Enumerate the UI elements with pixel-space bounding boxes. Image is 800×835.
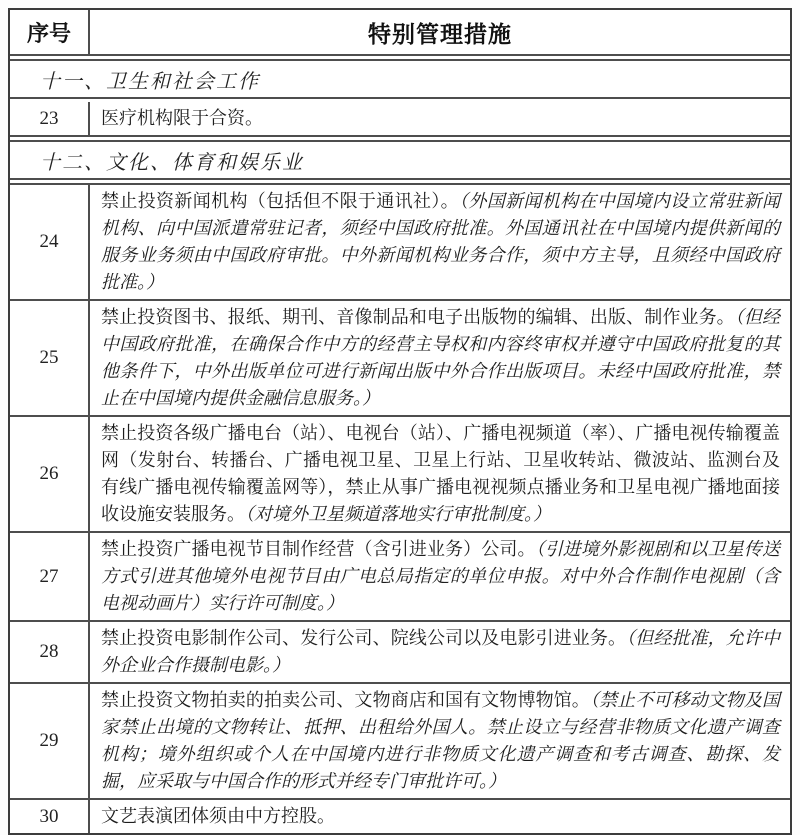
item-number: 26 <box>10 417 90 531</box>
measure-text: 禁止投资新闻机构（包括但不限于通讯社）。 <box>101 191 460 211</box>
item-rows-group <box>10 183 790 833</box>
item-text <box>90 102 790 135</box>
item-number: 24 <box>10 185 90 299</box>
item-text <box>90 185 790 299</box>
table-row <box>10 417 790 533</box>
item-text <box>90 417 790 531</box>
item-number: 28 <box>10 622 90 682</box>
measure-text: 医疗机构限于合资。 <box>101 108 263 128</box>
measure-note: （禁止不可移动文物及国家禁止出境的文物转让、抵押、出租给外国人。禁止设立与经营非物质文化遗产调查机构；境外组织或个人在中国境内进行非物质文化遗产调查和考古调查、勘探、发掘，应采取与中国合作的形式并经专门审批许可。） <box>101 690 781 791</box>
item-text <box>90 301 790 415</box>
table-row <box>10 533 790 622</box>
table-header-row <box>10 10 790 56</box>
table-row <box>10 102 790 137</box>
measure-text: 禁止投资各级广播电台（站）、电视台（站）、广播电视频道（率）、广播电视传输覆盖网（发射台、转播台、广播电视卫星、卫星上行站、卫星收转站、微波站、监测台及有线广播电视传输覆盖网等），禁止从事广播电视视频点播业务和卫星电视广播地面接收设施安装服务。 <box>101 423 780 524</box>
serial-column-header: 序号 <box>10 10 90 54</box>
measure-text: 禁止投资电影制作公司、发行公司、院线公司以及电影引进业务。 <box>101 628 627 648</box>
table-row <box>10 800 790 833</box>
table-row <box>10 622 790 684</box>
item-number: 30 <box>10 800 90 833</box>
table-row <box>10 185 790 301</box>
measure-text: 禁止投资图书、报纸、期刊、音像制品和电子出版物的编辑、出版、制作业务。 <box>101 307 735 327</box>
item-text <box>90 684 790 798</box>
section-row-culture-sports-entertainment: 十二、文化、体育和娱乐业 <box>10 140 790 180</box>
measure-note: （外国新闻机构在中国境内设立常驻新闻机构、向中国派遣常驻记者，须经中国政府批准。外国通讯社在中国境内提供新闻的服务业务须由中国政府审批。中外新闻机构业务合作，须中方主导，且须经中国政府批准。） <box>101 191 781 292</box>
item-number: 23 <box>10 102 90 135</box>
measure-note: （但经批准，允许中外企业合作摄制电影。） <box>101 628 781 675</box>
item-number: 27 <box>10 533 90 620</box>
measure-text: 文艺表演团体须由中方控股。 <box>101 806 335 826</box>
section-row-health-social-work: 十一、卫生和社会工作 <box>10 59 790 99</box>
measure-text: 禁止投资广播电视节目制作经营（含引进业务）公司。 <box>101 539 536 559</box>
item-number: 29 <box>10 684 90 798</box>
table-row <box>10 684 790 800</box>
item-text <box>90 800 790 833</box>
item-text <box>90 533 790 620</box>
measure-text: 禁止投资文物拍卖的拍卖公司、文物商店和国有文物博物馆。 <box>101 690 590 710</box>
measure-note: （对境外卫星频道落地实行审批制度。） <box>245 504 551 524</box>
table-row <box>10 301 790 417</box>
item-text <box>90 622 790 682</box>
measure-note: （引进境外影视剧和以卫星传送方式引进其他境外电视节目由广电总局指定的单位申报。对中外合作制作电视剧（含电视动画片）实行许可制度。） <box>101 539 780 613</box>
item-number: 25 <box>10 301 90 415</box>
measures-column-header: 特别管理措施 <box>368 20 512 47</box>
measure-note: （但经中国政府批准，在确保合作中方的经营主导权和内容终审权并遵守中国政府批复的其他条件下，中外出版单位可进行新闻出版中外合作出版项目。未经中国政府批准，禁止在中国境内提供金融信息服务。） <box>101 307 780 408</box>
special-measures-table <box>8 8 792 835</box>
